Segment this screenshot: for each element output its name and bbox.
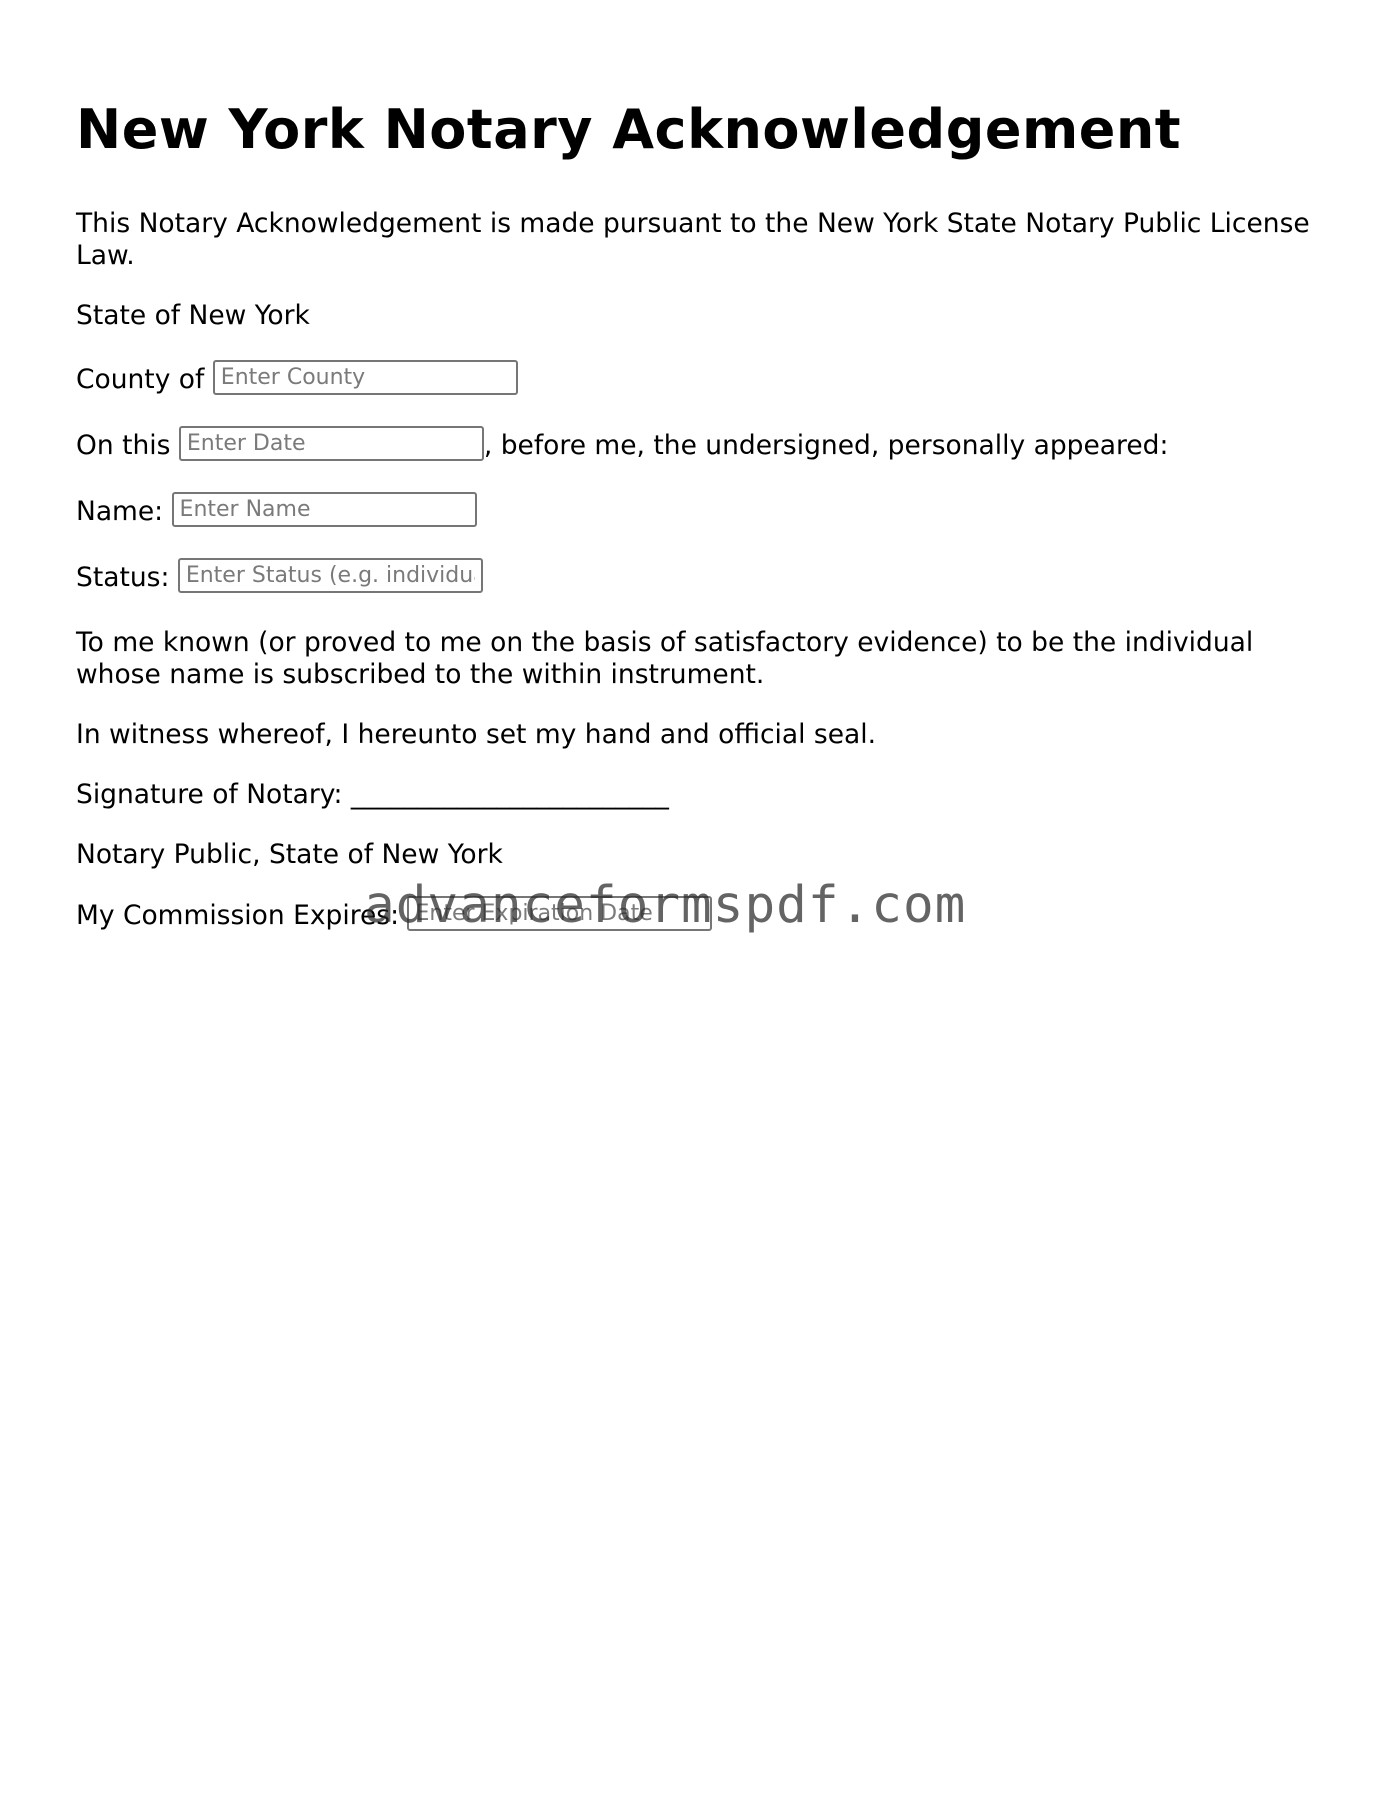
notary-form bbox=[76, 92, 1326, 965]
known-text: To me known (or proved to me on the basis of satisfactory evidence) to be the individual whose name is subscribed to the within instrument. bbox=[76, 627, 1254, 690]
status-input[interactable] bbox=[178, 558, 483, 593]
commission-expiration-input[interactable] bbox=[407, 896, 712, 931]
date-input[interactable] bbox=[179, 426, 484, 461]
name-label: Name: bbox=[76, 496, 164, 527]
state-line: State of New York bbox=[76, 300, 310, 331]
name-row bbox=[76, 495, 1326, 530]
date-prefix: On this bbox=[76, 430, 171, 461]
commission-row bbox=[76, 899, 1326, 934]
intro-text: This Notary Acknowledgement is made pursuant to the New York State Notary Public License Law. bbox=[76, 208, 1310, 271]
signature-line: ________________________ bbox=[350, 779, 669, 810]
signature-row bbox=[76, 779, 1326, 811]
date-row bbox=[76, 429, 1326, 464]
commission-label: My Commission Expires: bbox=[76, 900, 400, 931]
watermark-text: advanceformspdf.com bbox=[364, 876, 967, 935]
status-label: Status: bbox=[76, 562, 170, 593]
notary-public-line: Notary Public, State of New York bbox=[76, 839, 503, 870]
county-label: County of bbox=[76, 364, 205, 395]
date-suffix: , before me, the undersigned, personally appeared: bbox=[483, 430, 1169, 461]
page-title: New York Notary Acknowledgement bbox=[76, 98, 1182, 161]
county-input[interactable] bbox=[213, 360, 518, 395]
status-row bbox=[76, 561, 1326, 596]
county-row bbox=[76, 363, 1326, 398]
witness-text: In witness whereof, I hereunto set my hand and official seal. bbox=[76, 719, 877, 750]
name-input[interactable] bbox=[172, 492, 477, 527]
signature-label: Signature of Notary: bbox=[76, 779, 343, 810]
